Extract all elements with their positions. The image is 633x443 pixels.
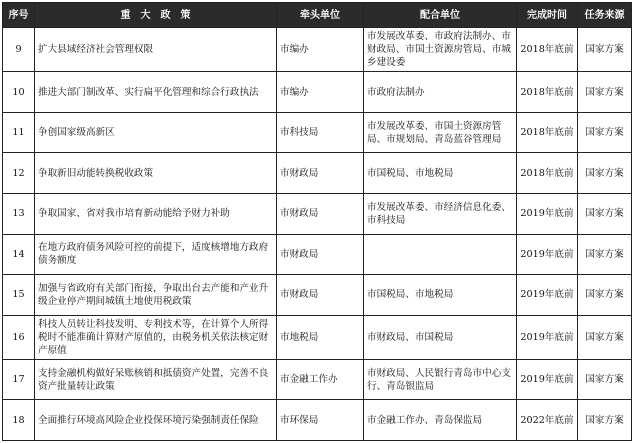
row-source: 国家方案 bbox=[578, 112, 632, 153]
header-lead: 牵头单位 bbox=[277, 3, 364, 28]
table-row bbox=[3, 112, 632, 153]
table-row bbox=[3, 193, 632, 234]
row-lead: 市财政局 bbox=[277, 275, 364, 316]
row-no: 17 bbox=[3, 359, 35, 400]
row-no: 11 bbox=[3, 112, 35, 153]
row-lead: 市地税局 bbox=[277, 315, 364, 359]
row-no: 16 bbox=[3, 315, 35, 359]
table-row bbox=[3, 234, 632, 275]
row-lead: 市科技局 bbox=[277, 112, 364, 153]
row-time: 2019年底前 bbox=[517, 315, 578, 359]
row-policy: 争取国家、省对我市培育新动能给予财力补助 bbox=[35, 193, 277, 234]
row-source: 国家方案 bbox=[578, 400, 632, 441]
row-no: 14 bbox=[3, 234, 35, 275]
row-no: 15 bbox=[3, 275, 35, 316]
header-no: 序号 bbox=[3, 3, 35, 28]
row-source: 国家方案 bbox=[578, 193, 632, 234]
row-time: 2019年底前 bbox=[517, 234, 578, 275]
header-policy: 重 大 政 策 bbox=[35, 3, 277, 28]
row-support: 市国税局、市地税局 bbox=[364, 275, 517, 316]
policy-table bbox=[2, 2, 632, 441]
row-policy: 支持金融机构做好呆账核销和抵债资产处置，完善不良资产批量转让政策 bbox=[35, 359, 277, 400]
row-time: 2019年底前 bbox=[517, 193, 578, 234]
row-time: 2018年底前 bbox=[517, 28, 578, 72]
row-no: 12 bbox=[3, 153, 35, 194]
row-support: 市发展改革委、市经济信息化委、市科技局 bbox=[364, 193, 517, 234]
header-support: 配合单位 bbox=[364, 3, 517, 28]
row-no: 10 bbox=[3, 72, 35, 113]
row-policy: 加强与省政府有关部门衔接，争取出台去产能和产业升级企业停产期间城镇土地使用税政策 bbox=[35, 275, 277, 316]
header-time: 完成时间 bbox=[517, 3, 578, 28]
row-lead: 市财政局 bbox=[277, 153, 364, 194]
row-source: 国家方案 bbox=[578, 275, 632, 316]
row-lead: 市金融工作办 bbox=[277, 359, 364, 400]
row-lead: 市编办 bbox=[277, 28, 364, 72]
row-no: 18 bbox=[3, 400, 35, 441]
row-policy: 扩大县域经济社会管理权限 bbox=[35, 28, 277, 72]
row-support: 市发展改革委、市国土资源房管局、市规划局、青岛蓝谷管理局 bbox=[364, 112, 517, 153]
row-policy: 推进大部门制改革、实行扁平化管理和综合行政执法 bbox=[35, 72, 277, 113]
row-support: 市发展改革委、市政府法制办、市财政局、市国土资源房管局、市城乡建设委 bbox=[364, 28, 517, 72]
row-source: 国家方案 bbox=[578, 359, 632, 400]
row-time: 2022年底前 bbox=[517, 400, 578, 441]
table-row bbox=[3, 315, 632, 359]
row-support: 市政府法制办 bbox=[364, 72, 517, 113]
row-lead: 市环保局 bbox=[277, 400, 364, 441]
header-source: 任务来源 bbox=[578, 3, 632, 28]
row-time: 2019年底前 bbox=[517, 275, 578, 316]
row-no: 13 bbox=[3, 193, 35, 234]
table-row bbox=[3, 400, 632, 441]
row-source: 国家方案 bbox=[578, 72, 632, 113]
row-lead: 市编办 bbox=[277, 72, 364, 113]
table-row bbox=[3, 28, 632, 72]
row-source: 国家方案 bbox=[578, 28, 632, 72]
row-lead: 市财政局 bbox=[277, 193, 364, 234]
row-source: 国家方案 bbox=[578, 234, 632, 275]
row-time: 2019年底前 bbox=[517, 359, 578, 400]
row-source: 国家方案 bbox=[578, 315, 632, 359]
table-row bbox=[3, 275, 632, 316]
table-row bbox=[3, 153, 632, 194]
row-support: 市财政局、市国税局 bbox=[364, 315, 517, 359]
row-policy: 全面推行环境高风险企业投保环境污染强制责任保险 bbox=[35, 400, 277, 441]
row-no: 9 bbox=[3, 28, 35, 72]
row-policy: 科技人员转让科技发明、专利技术等，在计算个人所得税时不能准确计算财产原值的，由税务机关依法核定财产原值 bbox=[35, 315, 277, 359]
row-support: 市国税局、市地税局 bbox=[364, 153, 517, 194]
row-time: 2018年底前 bbox=[517, 72, 578, 113]
header-row bbox=[3, 3, 632, 28]
row-lead: 市财政局 bbox=[277, 234, 364, 275]
row-support: 市金融工作办、青岛保监局 bbox=[364, 400, 517, 441]
table-row bbox=[3, 72, 632, 113]
row-support: 市财政局、人民银行青岛市中心支行、青岛银监局 bbox=[364, 359, 517, 400]
row-policy: 争创国家级高新区 bbox=[35, 112, 277, 153]
row-time: 2018年底前 bbox=[517, 153, 578, 194]
row-policy: 争取新旧动能转换税收政策 bbox=[35, 153, 277, 194]
row-time: 2018年底前 bbox=[517, 112, 578, 153]
table-row bbox=[3, 359, 632, 400]
row-source: 国家方案 bbox=[578, 153, 632, 194]
row-policy: 在地方政府债务风险可控的前提下，适度核增地方政府债务额度 bbox=[35, 234, 277, 275]
row-support bbox=[364, 234, 517, 275]
